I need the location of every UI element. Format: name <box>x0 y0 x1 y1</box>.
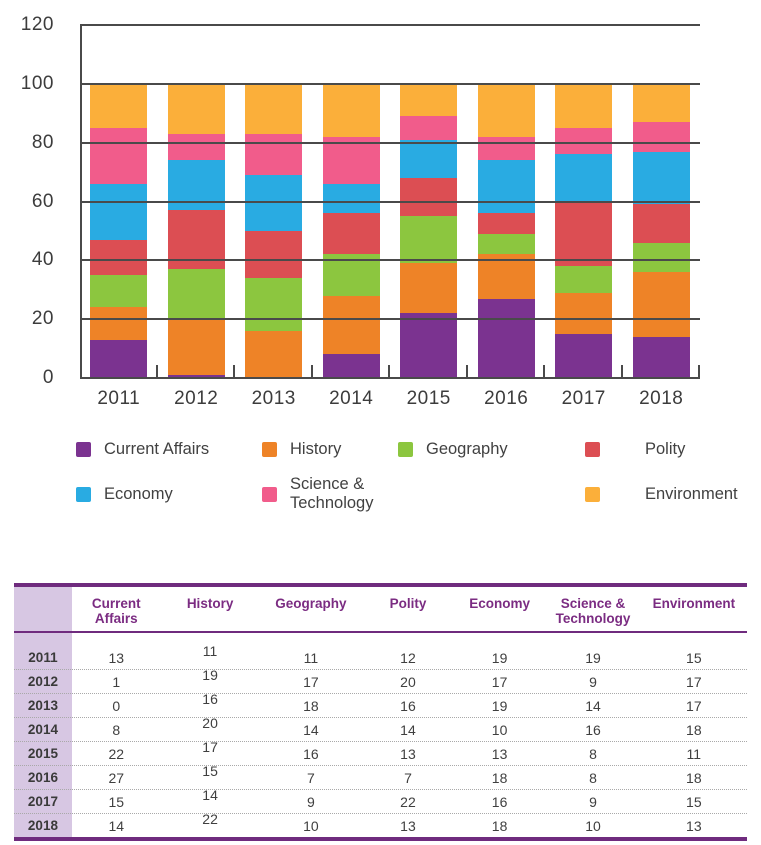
bar-segment-polity-2011 <box>90 240 147 275</box>
table-cell-geography-2018: 10 <box>303 817 319 834</box>
legend-item-science-technology <box>262 475 398 513</box>
table-cell-geography-2014: 14 <box>303 721 319 738</box>
y-axis-label-0: 0 <box>42 367 54 388</box>
table-cell-history-2017: 14 <box>202 786 218 803</box>
table-row-2015 <box>14 738 747 765</box>
bar-segment-current-affairs-2015 <box>400 313 457 378</box>
legend-label-current-affairs: Current Affairs <box>104 440 210 458</box>
table-cell-science-technology-2011: 19 <box>585 649 601 666</box>
bar-segment-polity-2015 <box>400 178 457 216</box>
bar-segment-science-technology-2012 <box>168 134 225 160</box>
table-cell-polity-2012: 20 <box>400 673 416 690</box>
table-header-spacer <box>14 633 747 646</box>
stacked-bar-chart <box>0 0 761 418</box>
table-cell-environment-2011: 15 <box>686 649 702 666</box>
table-cell-geography-2012: 17 <box>303 673 319 690</box>
year-cell-2015: 2015 <box>27 746 58 761</box>
legend-label-economy: Economy <box>104 484 173 503</box>
table-cell-polity-2016: 7 <box>404 769 412 786</box>
bar-segment-environment-2012 <box>168 84 225 134</box>
data-table <box>14 583 747 841</box>
legend-label-polity: Polity <box>645 440 686 458</box>
bar-segment-history-2017 <box>555 293 612 334</box>
bar-segment-economy-2013 <box>245 175 302 231</box>
bar-segment-current-affairs-2017 <box>555 334 612 378</box>
bar-segment-history-2013 <box>245 331 302 378</box>
bar-segment-science-technology-2011 <box>90 128 147 184</box>
bar-segment-current-affairs-2018 <box>633 337 690 378</box>
legend-spacer <box>398 475 585 513</box>
bar-segment-geography-2013 <box>245 278 302 331</box>
table-cell-history-2015: 17 <box>202 738 218 755</box>
bar-segment-geography-2011 <box>90 275 147 307</box>
legend-item-geography <box>398 440 585 459</box>
y-axis-line <box>80 25 82 378</box>
table-header-cell-environment: Environment <box>652 596 736 611</box>
bar-segment-history-2012 <box>168 319 225 375</box>
legend-item-environment <box>585 475 761 513</box>
table-cell-polity-2017: 22 <box>400 793 416 810</box>
legend-swatch-current-affairs <box>76 442 91 457</box>
gridline-120 <box>80 24 700 26</box>
table-row-2016 <box>14 762 747 789</box>
table-cell-history-2016: 15 <box>202 762 218 779</box>
table-cell-geography-2015: 16 <box>303 745 319 762</box>
x-axis-label-2011: 2011 <box>97 388 141 409</box>
table-cell-polity-2011: 12 <box>400 649 416 666</box>
bar-segment-environment-2016 <box>478 84 535 137</box>
bar-segment-polity-2018 <box>633 204 690 242</box>
bar-segment-history-2015 <box>400 263 457 313</box>
table-cell-history-2014: 20 <box>202 714 218 731</box>
table-header-cell-history: History <box>186 596 234 611</box>
x-axis-label-2013: 2013 <box>251 388 296 409</box>
x-axis-label-2017: 2017 <box>561 388 606 409</box>
bar-segment-environment-2013 <box>245 84 302 134</box>
table-header-cell-polity: Polity <box>389 596 427 611</box>
bar-segment-environment-2018 <box>633 84 690 122</box>
table-cell-geography-2017: 9 <box>306 793 315 810</box>
y-axis-label-20: 20 <box>31 308 54 330</box>
year-cell-2016: 2016 <box>27 770 58 785</box>
table-cell-science-technology-2012: 9 <box>589 673 597 690</box>
bar-segment-economy-2012 <box>168 160 225 210</box>
table-cell-geography-2011: 11 <box>303 649 319 666</box>
bar-segment-environment-2014 <box>323 84 380 137</box>
bar-segment-science-technology-2015 <box>400 116 457 140</box>
bar-segment-geography-2012 <box>168 269 225 319</box>
gridline-60 <box>80 201 700 203</box>
year-cell-2011: 2011 <box>28 650 58 665</box>
x-axis-label-2016: 2016 <box>484 388 529 409</box>
table-header-cell-economy: Economy <box>469 596 530 611</box>
table-row-2012 <box>14 666 747 693</box>
bar-segment-polity-2017 <box>555 202 612 267</box>
bar-segment-current-affairs-2016 <box>478 299 535 378</box>
table-cell-history-2018: 22 <box>202 810 218 827</box>
y-axis <box>0 14 68 388</box>
bar-segment-polity-2013 <box>245 231 302 278</box>
bar-segment-science-technology-2018 <box>633 122 690 151</box>
gridline-0 <box>80 377 700 379</box>
table-cell-economy-2017: 16 <box>491 793 508 810</box>
table-cell-environment-2018: 13 <box>686 817 702 834</box>
legend-item-economy <box>76 475 262 513</box>
table-cell-science-technology-2014: 16 <box>585 721 601 738</box>
year-cell-2018: 2018 <box>27 818 58 833</box>
table-cell-polity-2013: 16 <box>400 697 416 714</box>
table-cell-science-technology-2015: 8 <box>589 745 597 762</box>
y-axis-label-40: 40 <box>31 249 54 271</box>
table-cell-history-2011: 11 <box>202 642 218 659</box>
bar-segment-polity-2016 <box>478 213 535 234</box>
table-cell-environment-2016: 18 <box>686 769 702 786</box>
table-header-cell-current-affairs: Current Affairs <box>91 596 141 626</box>
y-axis-label-120: 120 <box>20 14 54 35</box>
year-cell-2013: 2013 <box>27 698 58 713</box>
bar-segment-economy-2011 <box>90 184 147 240</box>
table-cell-environment-2015: 11 <box>686 745 702 762</box>
table-cell-economy-2016: 18 <box>491 769 508 786</box>
legend-item-history <box>262 440 398 459</box>
bar-segment-economy-2016 <box>478 160 535 213</box>
y-axis-label-100: 100 <box>20 72 54 94</box>
bar-segment-geography-2018 <box>633 243 690 272</box>
y-axis-label-80: 80 <box>31 131 54 153</box>
table-cell-economy-2018: 18 <box>491 817 508 834</box>
table-cell-economy-2011: 19 <box>491 649 508 666</box>
x-axis-label-2018: 2018 <box>639 388 684 409</box>
bar-segment-polity-2014 <box>323 213 380 254</box>
chart-legend <box>76 440 761 513</box>
table-cell-economy-2014: 10 <box>491 721 508 738</box>
year-cell-2017: 2017 <box>27 794 58 809</box>
bar-segment-science-technology-2013 <box>245 134 302 175</box>
bar-segment-environment-2015 <box>400 84 457 116</box>
table-cell-science-technology-2017: 9 <box>589 793 597 810</box>
legend-swatch-science-technology <box>262 487 277 502</box>
x-axis <box>80 388 700 410</box>
gridline-100 <box>80 83 700 85</box>
table-cell-polity-2014: 14 <box>400 721 416 738</box>
bar-segment-science-technology-2016 <box>478 137 535 161</box>
table-cell-science-technology-2013: 14 <box>585 697 601 714</box>
x-axis-label-2014: 2014 <box>329 388 374 409</box>
table-cell-current-affairs-2014: 8 <box>112 721 121 738</box>
bar-segment-environment-2017 <box>555 84 612 128</box>
bar-segment-economy-2017 <box>555 154 612 201</box>
bar-segment-environment-2011 <box>90 84 147 128</box>
table-cell-polity-2015: 13 <box>400 745 416 762</box>
bar-segment-economy-2015 <box>400 140 457 178</box>
legend-label-history: History <box>290 440 342 458</box>
table-cell-current-affairs-2015: 22 <box>108 745 125 762</box>
legend-swatch-environment <box>585 487 600 502</box>
table-cell-current-affairs-2017: 15 <box>108 793 125 810</box>
year-cell-2012: 2012 <box>27 674 58 689</box>
x-axis-label-2012: 2012 <box>174 388 219 409</box>
table-cell-geography-2013: 18 <box>303 697 319 714</box>
table-cell-environment-2017: 15 <box>686 793 702 810</box>
table-cell-history-2013: 16 <box>202 690 218 707</box>
table-cell-economy-2013: 19 <box>491 697 508 714</box>
table-row-2018 <box>14 810 747 837</box>
table-cell-geography-2016: 7 <box>306 769 315 786</box>
table-header-cell-science-technology: Science & Technology <box>555 596 631 626</box>
table-cell-environment-2014: 18 <box>686 721 702 738</box>
bar-segment-geography-2016 <box>478 234 535 255</box>
bar-segment-history-2011 <box>90 307 147 339</box>
gridline-20 <box>80 318 700 320</box>
bar-segment-economy-2018 <box>633 152 690 205</box>
table-cell-current-affairs-2012: 1 <box>112 673 121 690</box>
bar-segment-science-technology-2014 <box>323 137 380 184</box>
bar-segment-history-2014 <box>323 296 380 355</box>
table-cell-environment-2012: 17 <box>686 673 702 690</box>
gridline-40 <box>80 259 700 261</box>
gridline-80 <box>80 142 700 144</box>
x-axis-label-2015: 2015 <box>406 388 451 409</box>
legend-swatch-geography <box>398 442 413 457</box>
table-cell-economy-2015: 13 <box>491 745 508 762</box>
bar-segment-geography-2015 <box>400 216 457 263</box>
legend-label-science-technology: Science & Technology <box>290 475 374 512</box>
table-cell-science-technology-2016: 8 <box>589 769 597 786</box>
legend-label-geography: Geography <box>426 440 508 458</box>
table-row-2014 <box>14 714 747 741</box>
bar-segment-geography-2017 <box>555 266 612 292</box>
legend-item-polity <box>585 440 761 459</box>
table-cell-current-affairs-2016: 27 <box>108 769 125 786</box>
table-cell-science-technology-2018: 10 <box>585 817 601 834</box>
legend-item-current-affairs <box>76 440 262 459</box>
table-cell-current-affairs-2013: 0 <box>112 697 121 714</box>
table-cell-economy-2012: 17 <box>491 673 508 690</box>
table-header-row <box>14 587 747 633</box>
table-cell-history-2012: 19 <box>202 666 218 683</box>
legend-label-environment: Environment <box>645 484 738 503</box>
y-axis-label-60: 60 <box>31 190 54 212</box>
table-cell-polity-2018: 13 <box>400 817 416 834</box>
legend-swatch-economy <box>76 487 91 502</box>
table-cell-current-affairs-2011: 13 <box>108 649 125 666</box>
table-header-cell-geography: Geography <box>275 596 347 611</box>
bar-segment-economy-2014 <box>323 184 380 213</box>
plot-area <box>80 25 700 378</box>
bar-segment-current-affairs-2011 <box>90 340 147 378</box>
table-cell-environment-2013: 17 <box>686 697 702 714</box>
table-cell-current-affairs-2018: 14 <box>108 817 125 834</box>
legend-swatch-history <box>262 442 277 457</box>
year-cell-2014: 2014 <box>27 722 58 737</box>
table-row-2013 <box>14 690 747 717</box>
table-row-2017 <box>14 786 747 813</box>
bar-segment-history-2018 <box>633 272 690 337</box>
table-row-2011 <box>14 642 747 669</box>
bar-segment-current-affairs-2014 <box>323 354 380 378</box>
legend-swatch-polity <box>585 442 600 457</box>
